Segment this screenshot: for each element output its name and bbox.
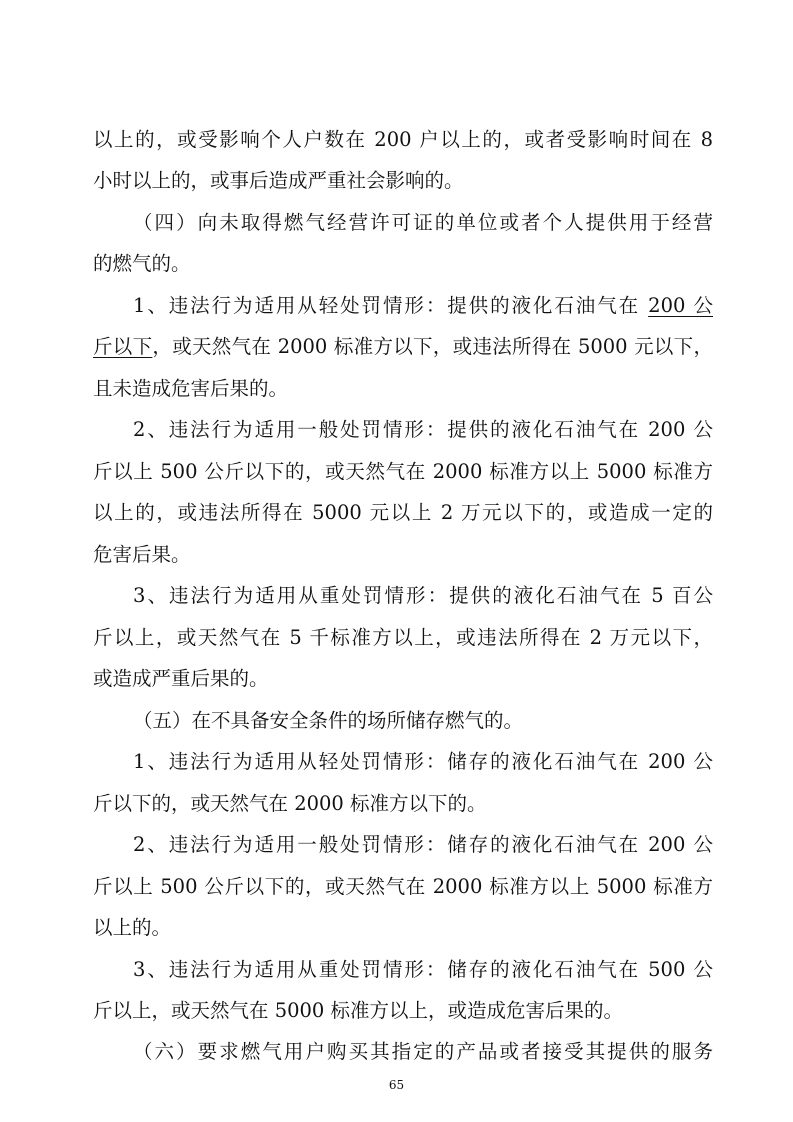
section-heading: （六）要求燃气用户购买其指定的产品或者接受其提供的服务 [133, 1040, 713, 1063]
text-line: 的燃气的。 [93, 252, 191, 275]
text-line: 且未造成危害后果的。 [93, 377, 289, 400]
text-line: 以上的，或受影响个人户数在 200 户以上的，或者受影响时间在 8 [93, 128, 713, 151]
text-segment: ，或天然气在 2000 标准方以下，或违法所得在 5000 元以下， [152, 335, 713, 358]
section-heading: （四）向未取得燃气经营许可证的单位或者个人提供用于经营 [133, 211, 713, 234]
text-line: 斤以上，或天然气在 5000 标准方以上，或造成危害后果的。 [93, 999, 624, 1022]
page-number: 65 [388, 1078, 405, 1092]
text-line [93, 333, 713, 361]
text-line: 斤以上 500 公斤以下的，或天然气在 2000 标准方以上 5000 标准方 [93, 875, 713, 898]
text-line: 3、违法行为适用从重处罚情形：储存的液化石油气在 500 公 [133, 958, 713, 981]
text-line: 斤以上 500 公斤以下的，或天然气在 2000 标准方以上 5000 标准方 [93, 460, 713, 483]
underlined-text: 200 公 [648, 294, 713, 317]
text-line: 2、违法行为适用一般处罚情形：提供的液化石油气在 200 公 [133, 418, 713, 441]
text-line: 小时以上的，或事后造成严重社会影响的。 [93, 169, 464, 192]
text-segment: 1、违法行为适用从轻处罚情形：提供的液化石油气在 [133, 294, 649, 317]
text-line: 危害后果。 [93, 543, 191, 566]
text-line: 2、违法行为适用一般处罚情形：储存的液化石油气在 200 公 [133, 833, 713, 856]
text-line: 斤以下的，或天然气在 2000 标准方以下的。 [93, 792, 487, 815]
text-line: 3、违法行为适用从重处罚情形：提供的液化石油气在 5 百公 [133, 584, 713, 607]
text-line: 斤以上，或天然气在 5 千标准方以上，或违法所得在 2 万元以下， [93, 626, 713, 649]
underlined-text: 斤以下 [93, 335, 153, 358]
text-line: 1、违法行为适用从轻处罚情形：储存的液化石油气在 200 公 [133, 750, 713, 773]
text-line: 以上的，或违法所得在 5000 元以上 2 万元以下的，或造成一定的 [93, 501, 713, 524]
text-line: 以上的。 [93, 916, 172, 939]
text-line [133, 292, 713, 320]
section-heading: （五）在不具备安全条件的场所储存燃气的。 [133, 709, 524, 732]
text-line: 或造成严重后果的。 [93, 667, 269, 690]
